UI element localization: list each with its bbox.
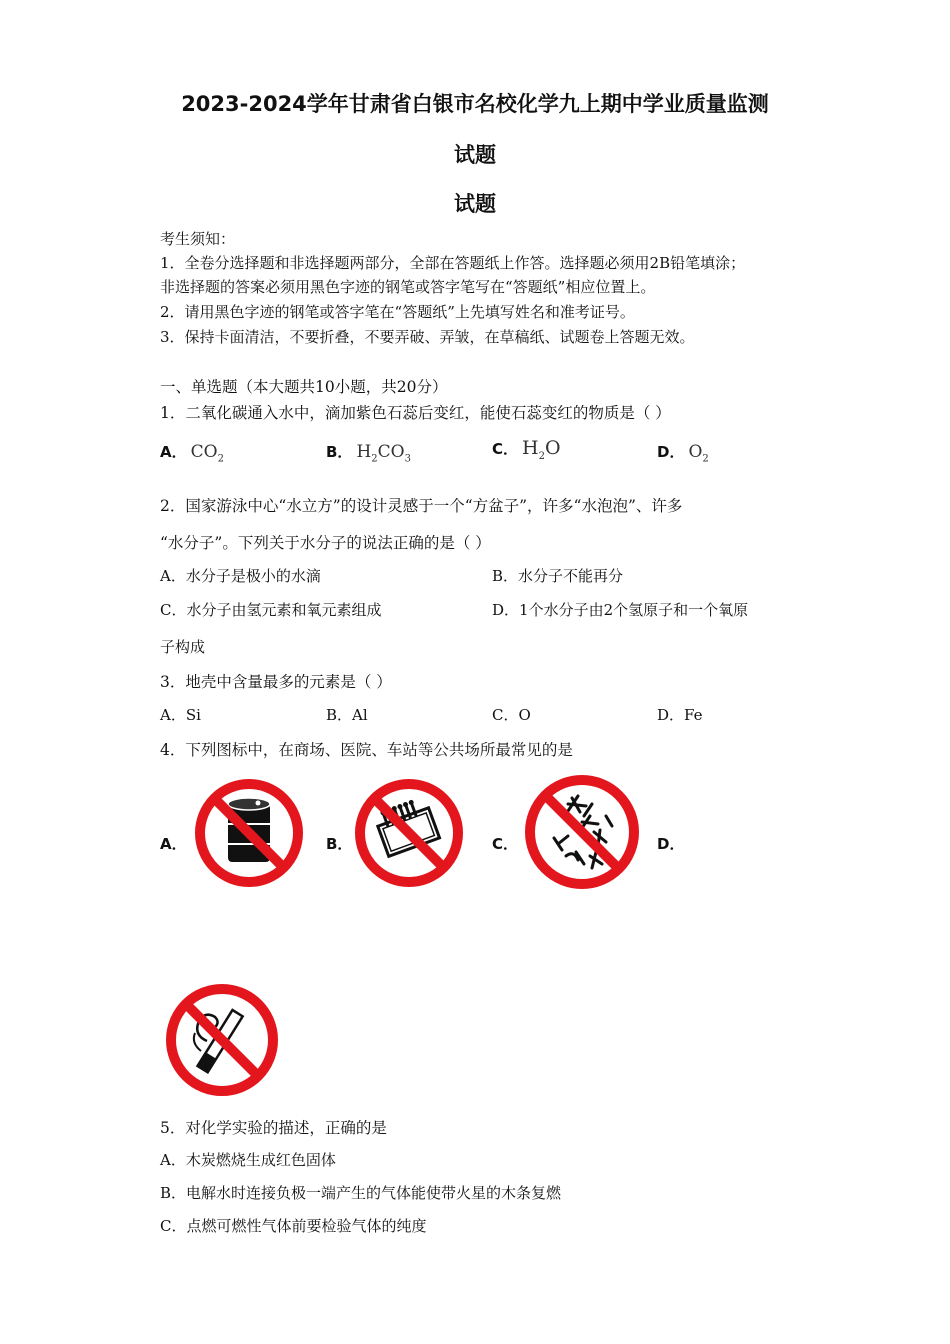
q4-option-d-label[interactable]: D． [657, 835, 685, 853]
q1-option-c-formula: $H_2O$ [522, 437, 561, 462]
page-title-line1: 2023-2024学年甘肃省白银市名校化学九上期中学业质量监测 [181, 92, 769, 116]
q4-stem: 4．下列图标中，在商场、医院、车站等公共场所最常见的是 [160, 741, 573, 759]
q2-option-a[interactable]: A．水分子是极小的水滴 [160, 567, 321, 585]
q3-option-d[interactable]: D．Fe [657, 706, 703, 724]
q5-stem: 5．对化学实验的描述，正确的是 [160, 1119, 387, 1137]
q1-option-b-formula: $H_2CO_3$ [356, 442, 411, 465]
q2-stem-line2: “水分子”。下列关于水分子的说法正确的是（ ） [160, 534, 491, 552]
page-title-line3: 试题 [454, 192, 496, 216]
notice-item-2: 2．请用黑色字迹的钢笔或答字笔在“答题纸”上先填写姓名和准考证号。 [160, 303, 635, 321]
notice-heading: 考生须知： [160, 230, 236, 248]
q5-option-c[interactable]: C．点燃可燃性气体前要检验气体的纯度 [160, 1217, 427, 1235]
q2-stem-line1: 2．国家游泳中心“水立方”的设计灵感于一个“方盆子”，许多“水泡泡”、许多 [160, 497, 683, 515]
q1-option-a-formula: $CO_2$ [190, 442, 224, 465]
page-title-line2: 试题 [454, 143, 496, 167]
q1-option-d-formula: $O_2$ [688, 442, 709, 465]
q2-option-c[interactable]: C．水分子由氢元素和氧元素组成 [160, 601, 382, 619]
q1-option-c[interactable]: C． $H_2O$ [492, 437, 561, 462]
q3-option-c[interactable]: C．O [492, 706, 531, 724]
q5-option-a[interactable]: A．木炭燃烧生成红色固体 [160, 1151, 336, 1169]
q2-option-b[interactable]: B．水分子不能再分 [492, 567, 624, 585]
q2-option-d-continued: 子构成 [160, 638, 206, 656]
q1-option-d[interactable]: D． $O_2$ [657, 442, 709, 465]
q1-option-a[interactable]: A． $CO_2$ [160, 442, 224, 465]
notice-item-3: 3．保持卡面清洁，不要折叠，不要弄破、弄皱，在草稿纸、试题卷上答题无效。 [160, 328, 695, 346]
q3-stem: 3．地壳中含量最多的元素是（ ） [160, 673, 392, 691]
q3-option-a[interactable]: A．Si [160, 706, 201, 724]
section-heading: 一、单选题（本大题共10小题，共20分） [160, 378, 448, 396]
q3-option-b[interactable]: B．Al [326, 706, 368, 724]
notice-item-1b: 非选择题的答案必须用黑色字迹的钢笔或答字笔写在“答题纸”相应位置上。 [160, 278, 656, 296]
no-fireworks-icon[interactable] [522, 772, 642, 892]
q4-option-a-label[interactable]: A． [160, 835, 187, 853]
no-oil-drum-icon[interactable] [192, 776, 306, 890]
q1-stem: 1．二氧化碳通入水中，滴加紫色石蕊后变红，能使石蕊变红的物质是（ ） [160, 404, 671, 422]
notice-item-1a: 1．全卷分选择题和非选择题两部分，全部在答题纸上作答。选择题必须用2B铅笔填涂； [160, 254, 746, 272]
q4-option-c-label[interactable]: C． [492, 835, 519, 853]
q4-option-b-label[interactable]: B． [326, 835, 353, 853]
no-matches-icon[interactable] [352, 776, 466, 890]
q5-option-b[interactable]: B．电解水时连接负极一端产生的气体能使带火星的木条复燃 [160, 1184, 562, 1202]
q1-option-b[interactable]: B． $H_2CO_3$ [326, 442, 411, 465]
no-smoking-icon[interactable] [163, 981, 281, 1099]
q2-option-d[interactable]: D．1个水分子由2个氢原子和一个氧原 [492, 601, 749, 619]
